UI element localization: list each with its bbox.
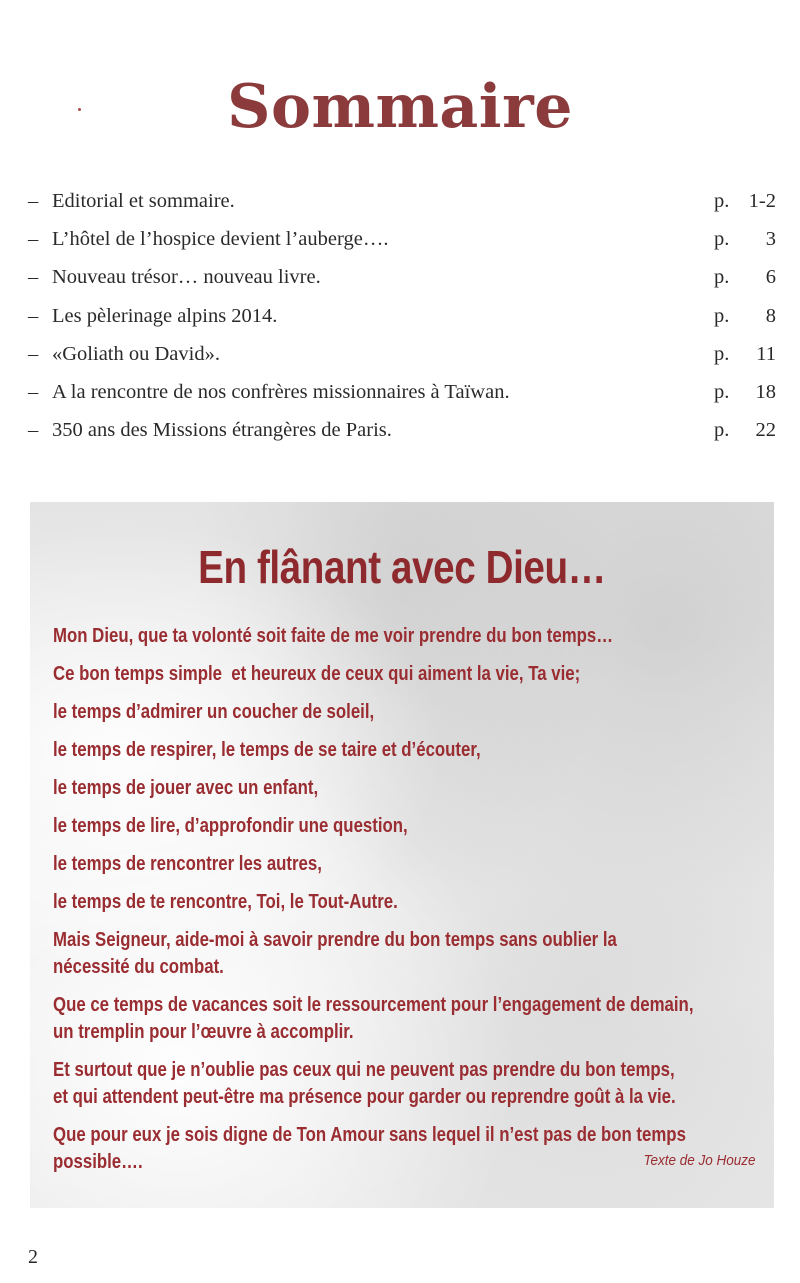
toc-item: [28, 419, 776, 457]
prayer-line: Mais Seigneur, aide-moi à savoir prendre du bon temps sans oublier la: [53, 929, 617, 951]
prayer-line: possible….: [53, 1151, 143, 1173]
prayer-line: le temps de jouer avec un enfant,: [53, 777, 319, 799]
prayer-box: [30, 502, 774, 1208]
toc-item-title: L’hôtel de l’hospice devient l’auberge….: [52, 228, 389, 251]
prayer-line: le temps de lire, d’approfondir une question,: [53, 815, 408, 837]
toc-item: [28, 228, 776, 266]
toc-page-prefix: p.: [714, 342, 730, 365]
toc-item-title: A la rencontre de nos confrères missionnaires à Taïwan.: [52, 380, 510, 403]
toc-page-prefix: p.: [714, 190, 730, 212]
prayer-line: et qui attendent peut-être ma présence pour garder ou reprendre goût à la vie.: [53, 1086, 676, 1108]
prayer-line: Que pour eux je sois digne de Ton Amour sans lequel il n’est pas de bon temps: [53, 1124, 686, 1146]
toc-page-prefix: p.: [714, 228, 730, 251]
toc-page-prefix: p.: [714, 304, 730, 327]
page-number: 2: [28, 1246, 38, 1268]
toc-item: [28, 190, 776, 228]
toc-page-prefix: p.: [714, 266, 730, 289]
prayer-line: le temps de te rencontre, Toi, le Tout-Autre.: [53, 891, 398, 913]
toc-page-number: 18: [755, 380, 776, 403]
toc-dash: –: [28, 380, 39, 403]
prayer-line: le temps d’admirer un coucher de soleil,: [53, 701, 375, 723]
prayer-line: Mon Dieu, que ta volonté soit faite de me voir prendre du bon temps…: [53, 625, 614, 647]
toc-page-number: 6: [765, 266, 776, 289]
toc-page-prefix: p.: [714, 419, 730, 442]
prayer-text: [53, 624, 771, 1175]
toc-dash: –: [28, 190, 39, 212]
prayer-line: un tremplin pour l’œuvre à accomplir.: [53, 1021, 354, 1043]
prayer-title: En flânant avec Dieu…: [198, 541, 606, 593]
toc-dash: –: [28, 266, 39, 289]
table-of-contents: [28, 190, 776, 457]
toc-item: [28, 343, 776, 381]
toc-page-number: 8: [765, 304, 776, 327]
toc-dash: –: [28, 419, 39, 442]
toc-dash: –: [28, 228, 39, 251]
page-title: Sommaire: [227, 72, 573, 142]
prayer-line: le temps de rencontrer les autres,: [53, 853, 322, 875]
prayer-line: nécessité du combat.: [53, 956, 224, 978]
toc-page-number: 11: [756, 342, 776, 365]
toc-item-title: Editorial et sommaire.: [52, 190, 235, 212]
prayer-line: le temps de respirer, le temps de se taire et d’écouter,: [53, 739, 481, 761]
author-credit: Texte de Jo Houze: [643, 1152, 756, 1169]
toc-item-title: Nouveau trésor… nouveau livre.: [52, 266, 321, 289]
toc-item: [28, 305, 776, 343]
toc-item-title: Les pèlerinage alpins 2014.: [52, 304, 278, 327]
toc-page-prefix: p.: [714, 380, 730, 403]
toc-page-number: 22: [755, 419, 776, 442]
toc-page-number: 3: [765, 228, 776, 251]
prayer-line: Que ce temps de vacances soit le ressourcement pour l’engagement de demain,: [53, 994, 694, 1016]
toc-item: [28, 266, 776, 304]
prayer-line: Ce bon temps simple et heureux de ceux qui aiment la vie, Ta vie;: [53, 663, 581, 685]
toc-page-number: 1-2: [748, 190, 776, 212]
toc-dash: –: [28, 342, 39, 365]
prayer-line: Et surtout que je n’oublie pas ceux qui ne peuvent pas prendre du bon temps,: [53, 1059, 675, 1081]
toc-dash: –: [28, 304, 39, 327]
toc-item-title: «Goliath ou David».: [52, 342, 220, 365]
toc-item: [28, 381, 776, 419]
toc-item-title: 350 ans des Missions étrangères de Paris.: [52, 419, 392, 442]
